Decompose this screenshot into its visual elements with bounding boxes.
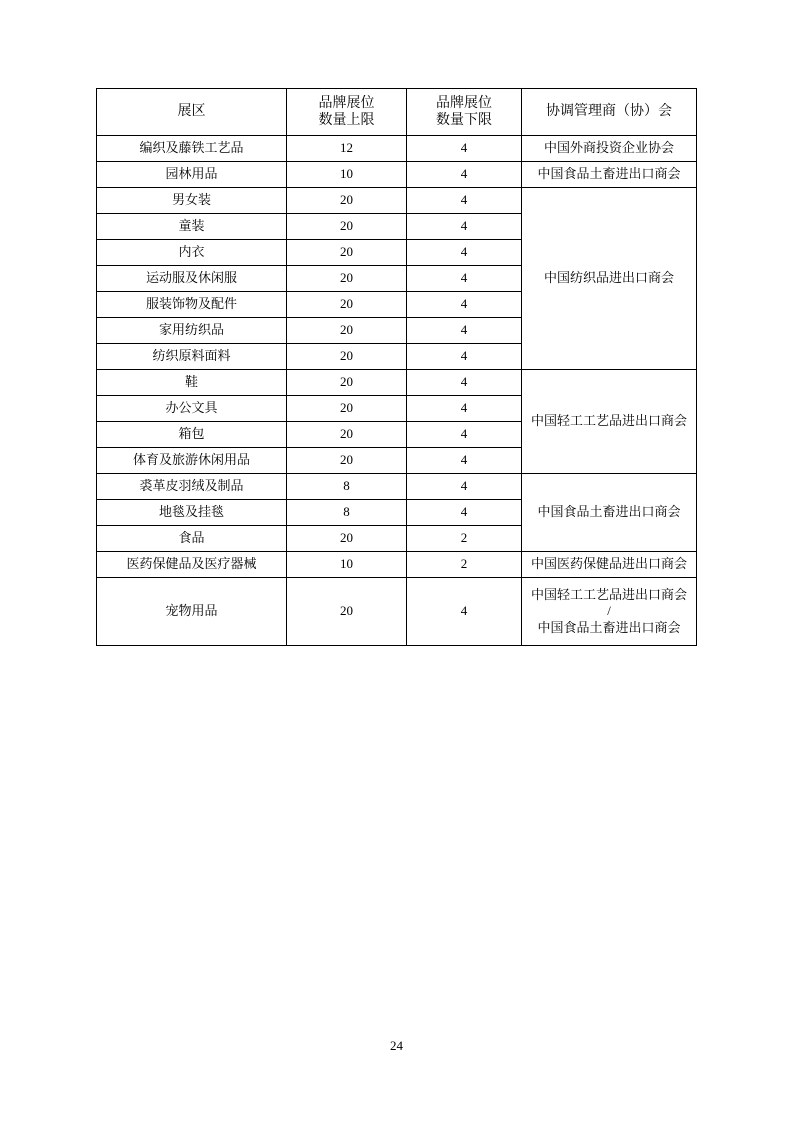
cell-max: 20 bbox=[287, 578, 407, 646]
column-header-min-line2: 数量下限 bbox=[436, 113, 492, 128]
cell-zone: 家用纺织品 bbox=[97, 318, 287, 344]
table-row bbox=[97, 370, 697, 396]
cell-max: 20 bbox=[287, 370, 407, 396]
cell-max: 20 bbox=[287, 422, 407, 448]
cell-min: 4 bbox=[407, 266, 522, 292]
cell-org: 中国食品土畜进出口商会 bbox=[522, 474, 697, 552]
cell-org: 中国食品土畜进出口商会 bbox=[522, 162, 697, 188]
table-row bbox=[97, 188, 697, 214]
cell-max: 20 bbox=[287, 266, 407, 292]
cell-min: 4 bbox=[407, 448, 522, 474]
cell-max: 20 bbox=[287, 188, 407, 214]
cell-min: 4 bbox=[407, 578, 522, 646]
cell-min: 4 bbox=[407, 500, 522, 526]
cell-min: 4 bbox=[407, 396, 522, 422]
column-header-max bbox=[287, 89, 407, 136]
cell-min: 4 bbox=[407, 136, 522, 162]
cell-zone: 运动服及休闲服 bbox=[97, 266, 287, 292]
cell-org: 中国轻工工艺品进出口商会 bbox=[522, 370, 697, 474]
cell-min: 4 bbox=[407, 162, 522, 188]
cell-max: 20 bbox=[287, 344, 407, 370]
cell-zone: 园林用品 bbox=[97, 162, 287, 188]
cell-max: 20 bbox=[287, 318, 407, 344]
cell-zone: 体育及旅游休闲用品 bbox=[97, 448, 287, 474]
column-header-min bbox=[407, 89, 522, 136]
column-header-zone: 展区 bbox=[97, 89, 287, 136]
cell-zone: 童装 bbox=[97, 214, 287, 240]
cell-min: 4 bbox=[407, 422, 522, 448]
exhibit-zone-table bbox=[96, 88, 697, 646]
cell-min: 4 bbox=[407, 188, 522, 214]
cell-min: 4 bbox=[407, 474, 522, 500]
cell-org: 中国医药保健品进出口商会 bbox=[522, 552, 697, 578]
cell-max: 8 bbox=[287, 500, 407, 526]
cell-zone: 裘革皮羽绒及制品 bbox=[97, 474, 287, 500]
cell-org-line3: 中国食品土畜进出口商会 bbox=[537, 619, 681, 635]
column-header-min-line1: 品牌展位 bbox=[436, 95, 492, 111]
table-body bbox=[97, 136, 697, 646]
cell-min: 2 bbox=[407, 526, 522, 552]
cell-zone: 食品 bbox=[97, 526, 287, 552]
cell-max: 20 bbox=[287, 396, 407, 422]
cell-zone: 纺织原料面料 bbox=[97, 344, 287, 370]
cell-min: 4 bbox=[407, 292, 522, 318]
cell-zone: 编织及藤铁工艺品 bbox=[97, 136, 287, 162]
cell-max: 20 bbox=[287, 214, 407, 240]
cell-min: 4 bbox=[407, 318, 522, 344]
cell-org-line2: / bbox=[607, 603, 611, 619]
cell-min: 4 bbox=[407, 370, 522, 396]
cell-org: 中国外商投资企业协会 bbox=[522, 136, 697, 162]
cell-max: 10 bbox=[287, 552, 407, 578]
exhibit-table-container bbox=[96, 88, 696, 646]
table-row bbox=[97, 578, 697, 646]
column-header-max-line2: 数量上限 bbox=[318, 113, 375, 128]
column-header-org: 协调管理商（协）会 bbox=[522, 89, 697, 136]
cell-max: 20 bbox=[287, 526, 407, 552]
column-header-max-line1: 品牌展位 bbox=[318, 95, 375, 111]
cell-max: 20 bbox=[287, 240, 407, 266]
page-number: 24 bbox=[390, 1038, 403, 1053]
cell-min: 4 bbox=[407, 214, 522, 240]
cell-zone: 男女装 bbox=[97, 188, 287, 214]
table-row bbox=[97, 136, 697, 162]
cell-max: 10 bbox=[287, 162, 407, 188]
cell-max: 20 bbox=[287, 448, 407, 474]
cell-max: 12 bbox=[287, 136, 407, 162]
cell-org: 中国纺织品进出口商会 bbox=[522, 188, 697, 370]
table-header-row bbox=[97, 89, 697, 136]
cell-zone: 办公文具 bbox=[97, 396, 287, 422]
cell-zone: 服装饰物及配件 bbox=[97, 292, 287, 318]
cell-min: 2 bbox=[407, 552, 522, 578]
cell-zone: 地毯及挂毯 bbox=[97, 500, 287, 526]
table-row bbox=[97, 552, 697, 578]
cell-zone: 医药保健品及医疗器械 bbox=[97, 552, 287, 578]
cell-zone: 内衣 bbox=[97, 240, 287, 266]
cell-zone: 鞋 bbox=[97, 370, 287, 396]
cell-zone: 箱包 bbox=[97, 422, 287, 448]
cell-min: 4 bbox=[407, 344, 522, 370]
table-row bbox=[97, 162, 697, 188]
cell-max: 20 bbox=[287, 292, 407, 318]
table-header bbox=[97, 89, 697, 136]
cell-org-line1: 中国轻工工艺品进出口商会 bbox=[530, 587, 687, 603]
cell-zone: 宠物用品 bbox=[97, 578, 287, 646]
table-row bbox=[97, 474, 697, 500]
cell-min: 4 bbox=[407, 240, 522, 266]
cell-org bbox=[522, 578, 697, 646]
cell-max: 8 bbox=[287, 474, 407, 500]
